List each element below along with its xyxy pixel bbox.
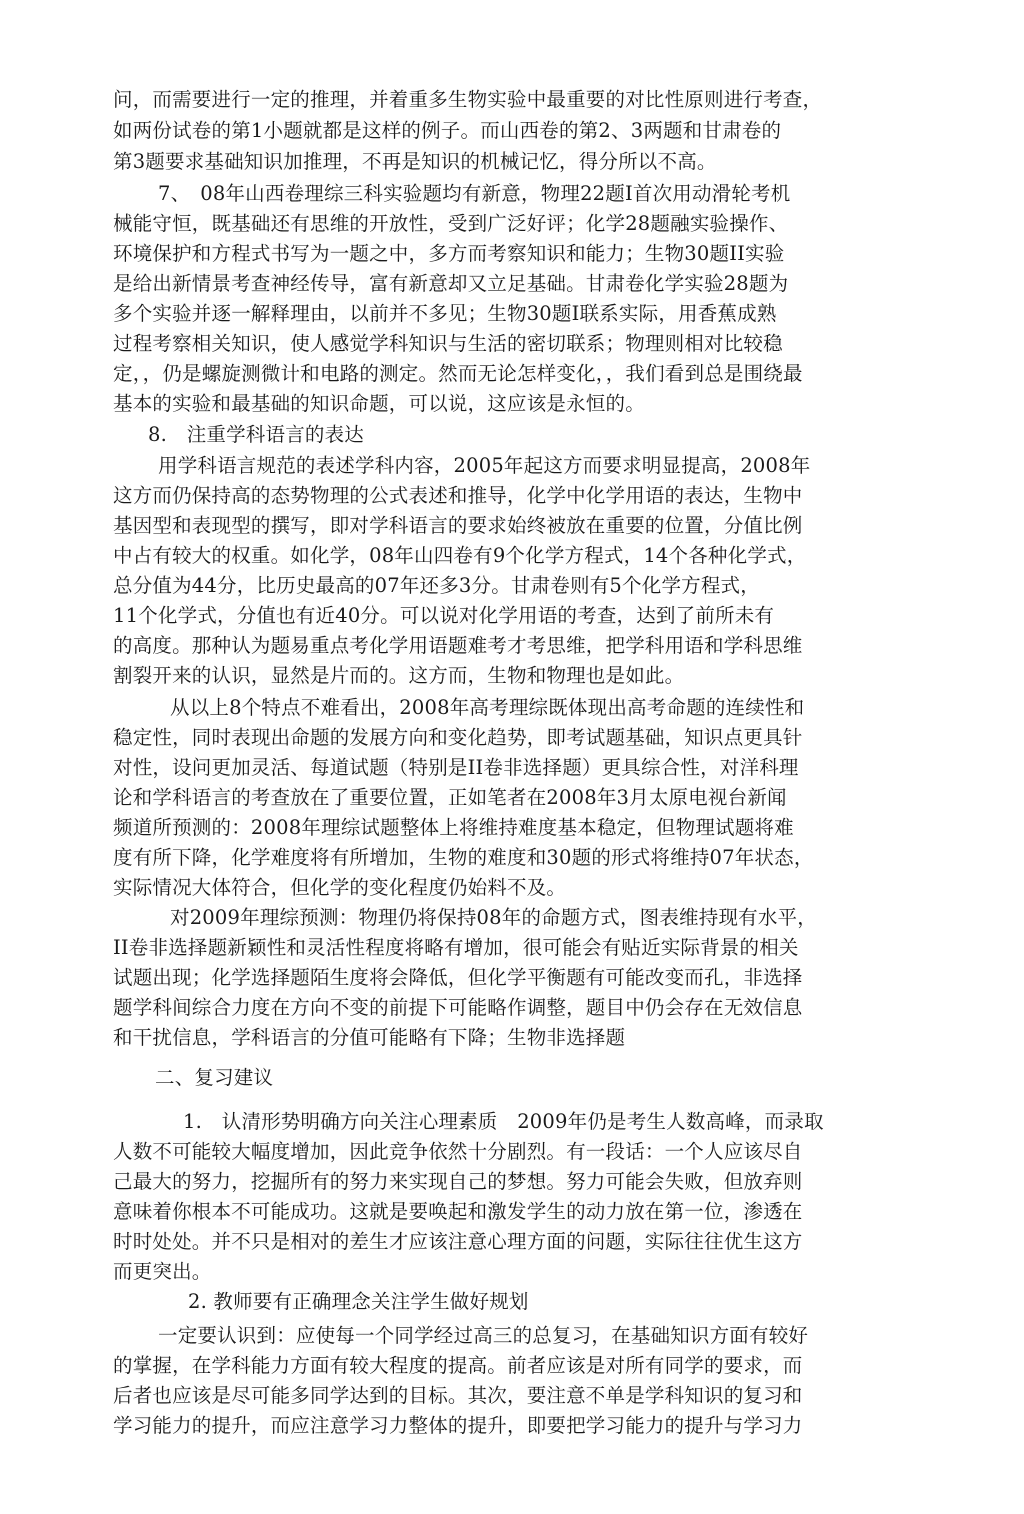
text-line: 的掌握，在学科能力方面有较大程度的提高。前者应该是对所有同学的要求，而 <box>113 1354 803 1377</box>
section-heading: 8. 注重学科语言的表达 <box>148 423 365 446</box>
text-line: 这方而仍保持高的态势物理的公式表述和推导，化学中化学用语的表达，生物中 <box>113 484 803 507</box>
text-line: 实际情况大体符合，但化学的变化程度仍始料不及。 <box>113 876 567 899</box>
text-line: 稳定性，同时表现出命题的发展方向和变化趋势，即考试题基础，知识点更具针 <box>113 726 803 749</box>
text-line: 对2009年理综预测：物理仍将保持08年的命题方式，图表维持现有水平， <box>170 906 817 929</box>
text-line: 11个化学式，分值也有近40分。可以说对化学用语的考查，达到了前所未有 <box>113 604 775 627</box>
text-line: 械能守恒，既基础还有思维的开放性，受到广泛好评；化学28题融实验操作、 <box>113 212 789 235</box>
text-line: 过程考察相关知识，使人感觉学科知识与生活的密切联系；物理则相对比较稳 <box>113 332 783 355</box>
text-line: 而更突出。 <box>113 1260 212 1283</box>
text-line: 己最大的努力，挖掘所有的努力来实现自己的梦想。努力可能会失败，但放弃则 <box>113 1170 803 1193</box>
text-line: 的高度。那种认为题易重点考化学用语题难考才考思维，把学科用语和学科思维 <box>113 634 803 657</box>
text-line: 中占有较大的权重。如化学，08年山四卷有9个化学方程式，14个各种化学式， <box>113 544 807 567</box>
text-line: 题学科间综合力度在方向不变的前提下可能略作调整，题目中仍会存在无效信息 <box>113 996 803 1019</box>
text-line: 基因型和表现型的撰写，即对学科语言的要求始终被放在重要的位置，分值比例 <box>113 514 803 537</box>
text-line: 人数不可能较大幅度增加，因此竞争依然十分剧烈。有一段话：一个人应该尽自 <box>113 1140 803 1163</box>
text-line: 7、 08年山西卷理综三科实验题均有新意，物理22题I首次用动滑轮考机 <box>158 182 791 205</box>
text-line: II卷非选择题新颖性和灵活性程度将略有增加，很可能会有贴近实际背景的相关 <box>113 936 799 959</box>
text-line: 论和学科语言的考查放在了重要位置，正如笔者在2008年3月太原电视台新闻 <box>113 786 787 809</box>
text-line: 多个实验并逐一解释理由，以前并不多见；生物30题I联系实际，用香蕉成熟 <box>113 302 777 325</box>
text-line: 一定要认识到：应使每一个同学经过高三的总复习，在基础知识方面有较好 <box>158 1324 809 1347</box>
text-line: 用学科语言规范的表述学科内容，2005年起这方而要求明显提高，2008年 <box>158 454 811 477</box>
text-line: 频道所预测的：2008年理综试题整体上将维持难度基本稳定，但物理试题将难 <box>113 816 794 839</box>
text-line: 1. 认清形势明确方向关注心理素质 2009年仍是考生人数高峰，而录取 <box>183 1110 824 1133</box>
text-line: 如两份试卷的第1小题就都是这样的例子。而山西卷的第2、3两题和甘肃卷的 <box>113 119 782 142</box>
text-line: 定，，仍是螺旋测微计和电路的测定。然而无论怎样变化，，我们看到总是围绕最 <box>113 362 803 385</box>
text-line: 时时处处。并不只是相对的差生才应该注意心理方面的问题，实际往往优生这方 <box>113 1230 803 1253</box>
section-heading: 2. 教师要有正确理念关注学生做好规划 <box>188 1290 529 1313</box>
section-heading: 二、复习建议 <box>155 1066 274 1089</box>
text-line: 对性，设问更加灵活、每道试题（特别是II卷非选择题）更具综合性，对洋科理 <box>113 756 799 779</box>
text-line: 度有所下降，化学难度将有所增加，生物的难度和30题的形式将维持07年状态， <box>113 846 814 869</box>
text-line: 基本的实验和最基础的知识命题，可以说，这应该是永恒的。 <box>113 392 645 415</box>
text-line: 总分值为44分，比历史最高的07年还多3分。甘肃卷则有5个化学方程式， <box>113 574 760 597</box>
text-line: 和干扰信息，学科语言的分值可能略有下降；生物非选择题 <box>113 1026 626 1049</box>
text-line: 试题出现；化学选择题陌生度将会降低，但化学平衡题有可能改变而孔，非选择 <box>113 966 803 989</box>
text-line: 后者也应该是尽可能多同学达到的目标。其次，要注意不单是学科知识的复习和 <box>113 1384 803 1407</box>
text-line: 第3题要求基础知识加推理，不再是知识的机械记忆，得分所以不高。 <box>113 150 717 173</box>
text-line: 割裂开来的认识，显然是片而的。这方而，生物和物理也是如此。 <box>113 664 685 687</box>
text-line: 环境保护和方程式书写为一题之中，多方而考察知识和能力；生物30题II实验 <box>113 242 785 265</box>
text-line: 问，而需要进行一定的推理，并着重多生物实验中最重要的对比性原则进行考查， <box>113 88 823 111</box>
text-line: 学习能力的提升，而应注意学习力整体的提升，即要把学习能力的提升与学习力 <box>113 1414 803 1437</box>
text-line: 从以上8个特点不难看出，2008年高考理综既体现出高考命题的连续性和 <box>170 696 805 719</box>
text-line: 是给出新情景考查神经传导，富有新意却又立足基础。甘肃卷化学实验28题为 <box>113 272 789 295</box>
text-line: 意味着你根本不可能成功。这就是要唤起和激发学生的动力放在第一位，渗透在 <box>113 1200 803 1223</box>
